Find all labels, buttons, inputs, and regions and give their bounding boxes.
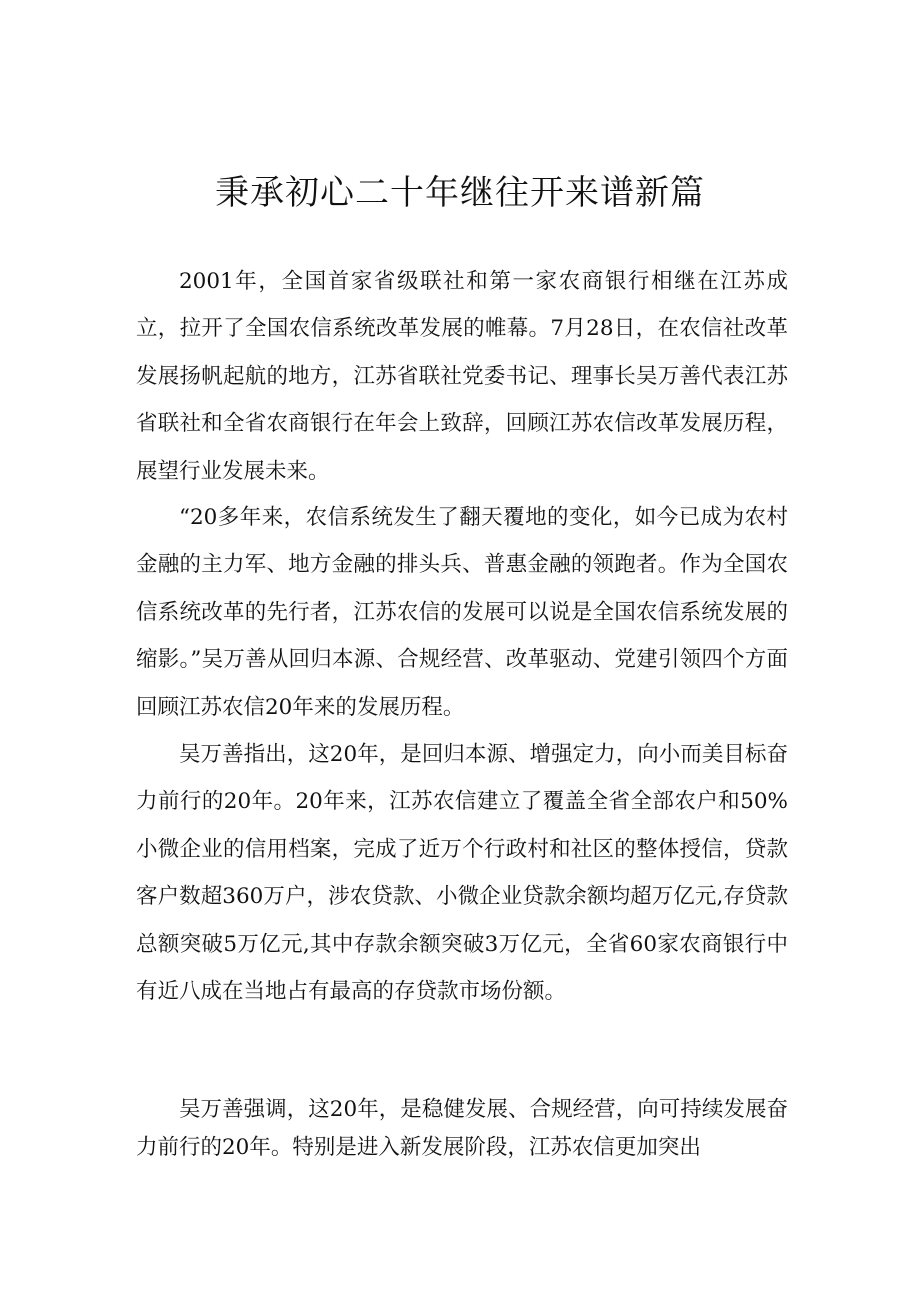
paragraph-1: 2001年，全国首家省级联社和第一家农商银行相继在江苏成立，拉开了全国农信系统改革发展的帷幕。7月28日，在农信社改革发展扬帆起航的地方，江苏省联社党委书记、理事长吴万善代表江苏省联社和全省农商银行在年会上致辞，回顾江苏农信改革发展历程，展望行业发展未来。	[136, 269, 788, 484]
paragraph-3: 吴万善指出，这20年，是回归本源、增强定力，向小而美目标奋力前行的20年。20年来，江苏农信建立了覆盖全省全部农户和50%小微企业的信用档案，完成了近万个行政村和社区的整体授信，贷款客户数超360万户，涉农贷款、小微企业贷款余额均超万亿元,存贷款总额突破5万亿元,其中存款余额突破3万亿元，全省60家农商银行中有近八成在当地占有最高的存贷款市场份额。	[136, 742, 788, 1005]
paragraph-2: “20多年来，农信系统发生了翻天覆地的变化，如今已成为农村金融的主力军、地方金融的排头兵、普惠金融的领跑者。作为全国农信系统改革的先行者，江苏农信的发展可以说是全国农信系统发展的缩影。”吴万善从回归本源、合规经营、改革驱动、党建引领四个方面回顾江苏农信20年来的发展历程。	[136, 505, 788, 720]
paragraph-4: 吴万善强调，这20年，是稳健发展、合规经营，向可持续发展奋力前行的20年。特别是进入新发展阶段，江苏农信更加突出	[136, 1097, 788, 1160]
document-title: 秉承初心二十年继往开来谱新篇	[215, 173, 705, 213]
